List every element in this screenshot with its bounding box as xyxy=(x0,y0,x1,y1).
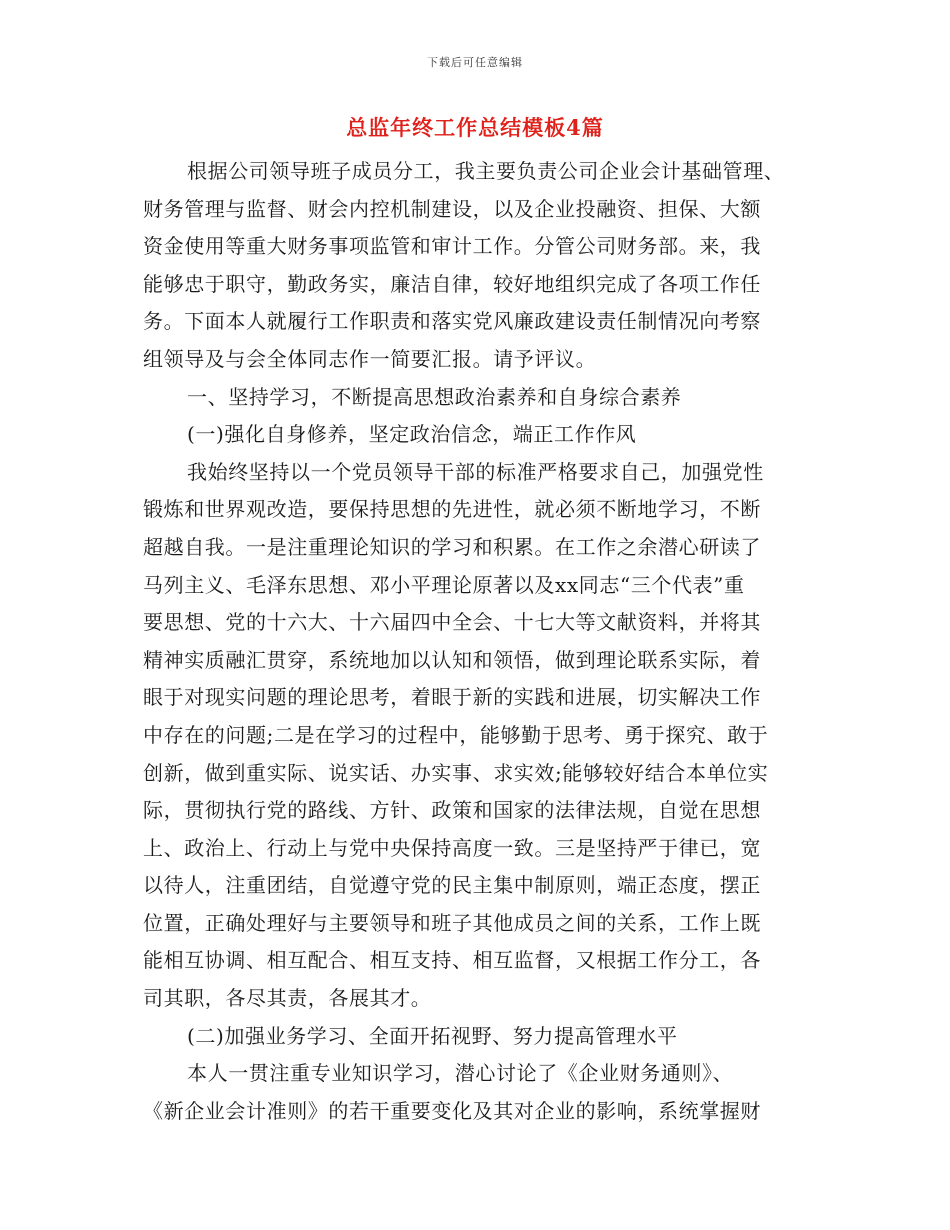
text-line: 资金使用等重大财务事项监管和审计工作。分管公司财务部。来，我 xyxy=(143,234,761,259)
text-line: 锻炼和世界观改造，要保持思想的先进性，就必须不断地学习，不断 xyxy=(143,497,761,522)
text-line: 眼于对现实问题的理论思考，着眼于新的实践和进展，切实解决工作 xyxy=(143,685,761,710)
text-line: 一、坚持学习，不断提高思想政治素养和自身综合素养 xyxy=(187,384,682,409)
text-line: 位置，正确处理好与主要领导和班子其他成员之间的关系，工作上既 xyxy=(143,910,761,935)
text-line: 本人一贯注重专业知识学习，潜心讨论了《企业财务通则》、 xyxy=(187,1061,734,1086)
document-title: 总监年终工作总结模板4篇 xyxy=(346,115,604,140)
text-line: 中存在的问题;二是在学习的过程中，能够勤于思考、勇于探究、敢于 xyxy=(143,722,769,747)
text-line: 根据公司领导班子成员分工，我主要负责公司企业会计基础管理、 xyxy=(187,159,785,183)
text-line: 务。下面本人就履行工作职责和落实党风廉政建设责任制情况向考察 xyxy=(143,309,761,334)
text-line: 财务管理与监督、财会内控机制建设，以及企业投融资、担保、大额 xyxy=(143,196,761,221)
document-body xyxy=(143,153,815,1130)
text-line: 组领导及与会全体同志作一简要汇报。请予评议。 xyxy=(143,346,597,371)
text-line: 际，贯彻执行党的路线、方针、政策和国家的法律法规，自觉在思想 xyxy=(143,798,761,823)
text-line: (一)强化自身修养，坚定政治信念，端正工作作风 xyxy=(187,422,637,447)
text-line: 精神实质融汇贯穿，系统地加以认知和领悟，做到理论联系实际，着 xyxy=(143,647,761,672)
text-line: 能相互协调、相互配合、相互支持、相互监督，又根据工作分工，各 xyxy=(143,948,761,973)
text-line: 超越自我。一是注重理论知识的学习和积累。在工作之余潜心研读了 xyxy=(143,534,761,559)
text-line: 以待人，注重团结，自觉遵守党的民主集中制原则，端正态度，摆正 xyxy=(143,873,761,898)
text-line: 司其职，各尽其责，各展其才。 xyxy=(143,986,432,1011)
text-line: 《新企业会计准则》的若干重要变化及其对企业的影响，系统掌握财 xyxy=(143,1098,761,1123)
text-line: 我始终坚持以一个党员领导干部的标准严格要求自己，加强党性 xyxy=(187,459,764,484)
header-note: 下载后可任意编辑 xyxy=(427,56,523,69)
text-line: 要思想、党的十六大、十六届四中全会、十七大等文献资料，并将其 xyxy=(143,610,761,635)
text-line: 能够忠于职守，勤政务实，廉洁自律，较好地组织完成了各项工作任 xyxy=(143,271,761,296)
text-line: 创新，做到重实际、说实话、办实事、求实效;能够较好结合本单位实 xyxy=(143,760,769,785)
text-line: (二)加强业务学习、全面开拓视野、努力提高管理水平 xyxy=(187,1023,678,1048)
text-line: 马列主义、毛泽东思想、邓小平理论原著以及xx同志“三个代表”重 xyxy=(143,572,745,597)
text-line: 上、政治上、行动上与党中央保持高度一致。三是坚持严于律已，宽 xyxy=(143,835,761,860)
